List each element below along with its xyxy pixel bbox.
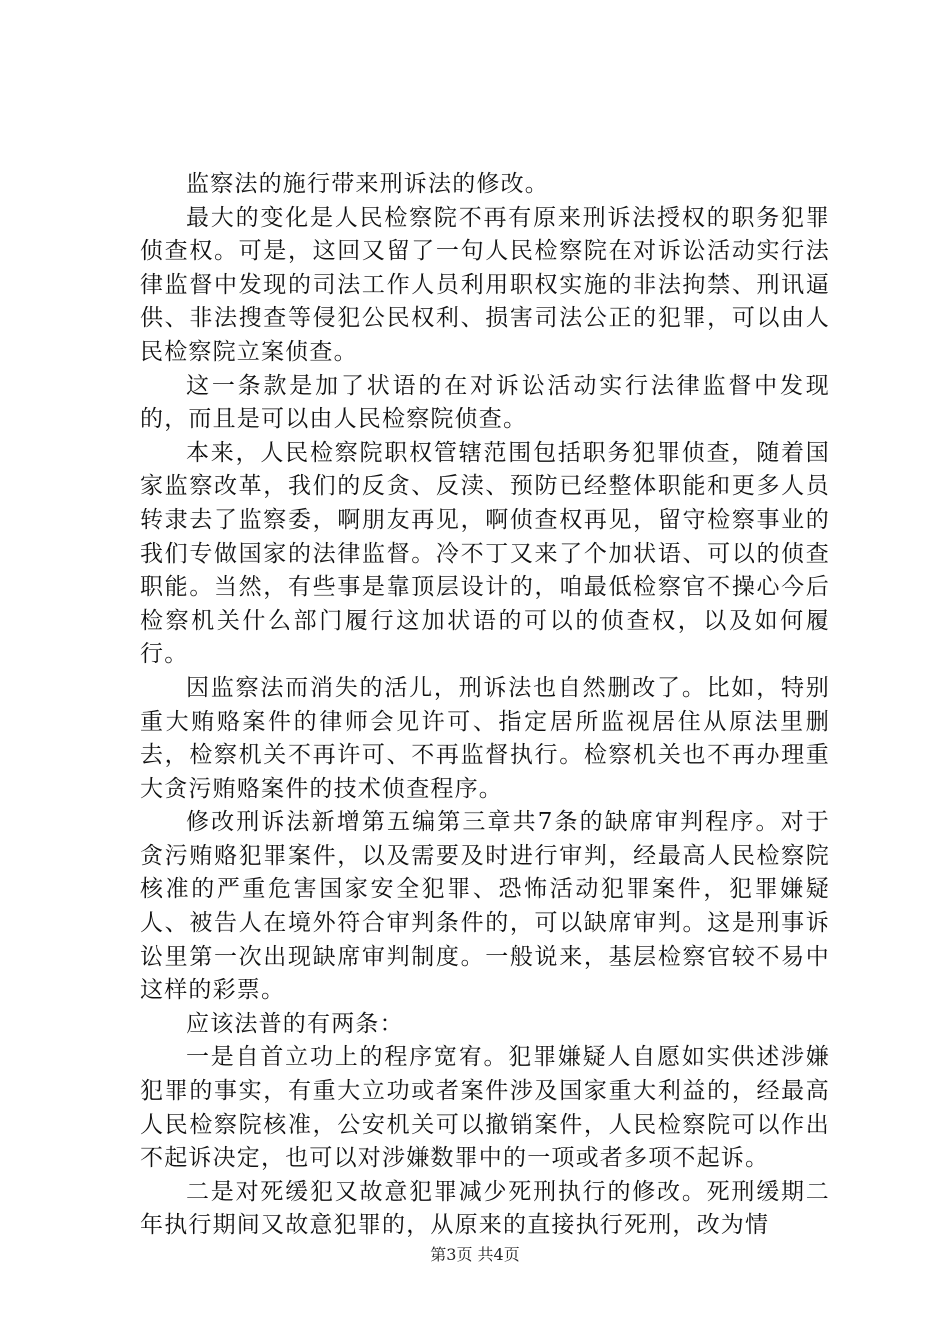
paragraph: 最大的变化是人民检察院不再有原来刑诉法授权的职务犯罪侦查权。可是，这回又留了一句人民检察院在对诉讼活动实行法律监督中发现的司法工作人员利用职权实施的非法拘禁、刑讯逼供、非法搜查等侵犯公民权利、损害司法公正的犯罪，可以由人民检察院立案侦查。 (140, 204, 830, 365)
paragraph: 应该法普的有两条： (186, 1010, 404, 1037)
paragraph: 修改刑诉法新增第五编第三章共7条的缺席审判程序。对于贪污贿赂犯罪案件，以及需要及时进行审判，经最高人民检察院核准的严重危害国家安全犯罪、恐怖活动犯罪案件，犯罪嫌疑人、被告人在境外符合审判条件的，可以缺席审判。这是刑事诉讼里第一次出现缺席审判制度。一般说来，基层检察官较不易中这样的彩票。 (140, 809, 830, 1004)
paragraph: 二是对死缓犯又故意犯罪减少死刑执行的修改。死刑缓期二年执行期间又故意犯罪的，从原来的直接执行死刑，改为情 (140, 1178, 830, 1239)
paragraph: 本来，人民检察院职权管辖范围包括职务犯罪侦查，随着国家监察改革，我们的反贪、反渎、预防已经整体职能和更多人员转隶去了监察委，啊朋友再见，啊侦查权再见，留守检察事业的我们专做国家的法律监督。冷不丁又来了个加状语、可以的侦查职能。当然，有些事是靠顶层设计的，咱最低检察官不操心今后检察机关什么部门履行这加状语的可以的侦查权，以及如何履行。 (140, 439, 830, 668)
paragraph: 监察法的施行带来刑诉法的修改。 (186, 171, 549, 197)
page-number-footer: 第3页 共4页 (430, 1245, 520, 1264)
paragraph: 这一条款是加了状语的在对诉讼活动实行法律监督中发现的，而且是可以由人民检察院侦查。 (140, 372, 830, 433)
body-text (140, 168, 830, 1243)
paragraph: 一是自首立功上的程序宽宥。犯罪嫌疑人自愿如实供述涉嫌犯罪的事实，有重大立功或者案件涉及国家重大利益的，经最高人民检察院核准，公安机关可以撤销案件，人民检察院可以作出不起诉决定，也可以对涉嫌数罪中的一项或者多项不起诉。 (140, 1044, 830, 1172)
paragraph: 因监察法而消失的活儿，刑诉法也自然删改了。比如，特别重大贿赂案件的律师会见许可、指定居所监视居住从原法里删去，检察机关不再许可、不再监督执行。检察机关也不再办理重大贪污贿赂案件的技术侦查程序。 (140, 674, 830, 802)
